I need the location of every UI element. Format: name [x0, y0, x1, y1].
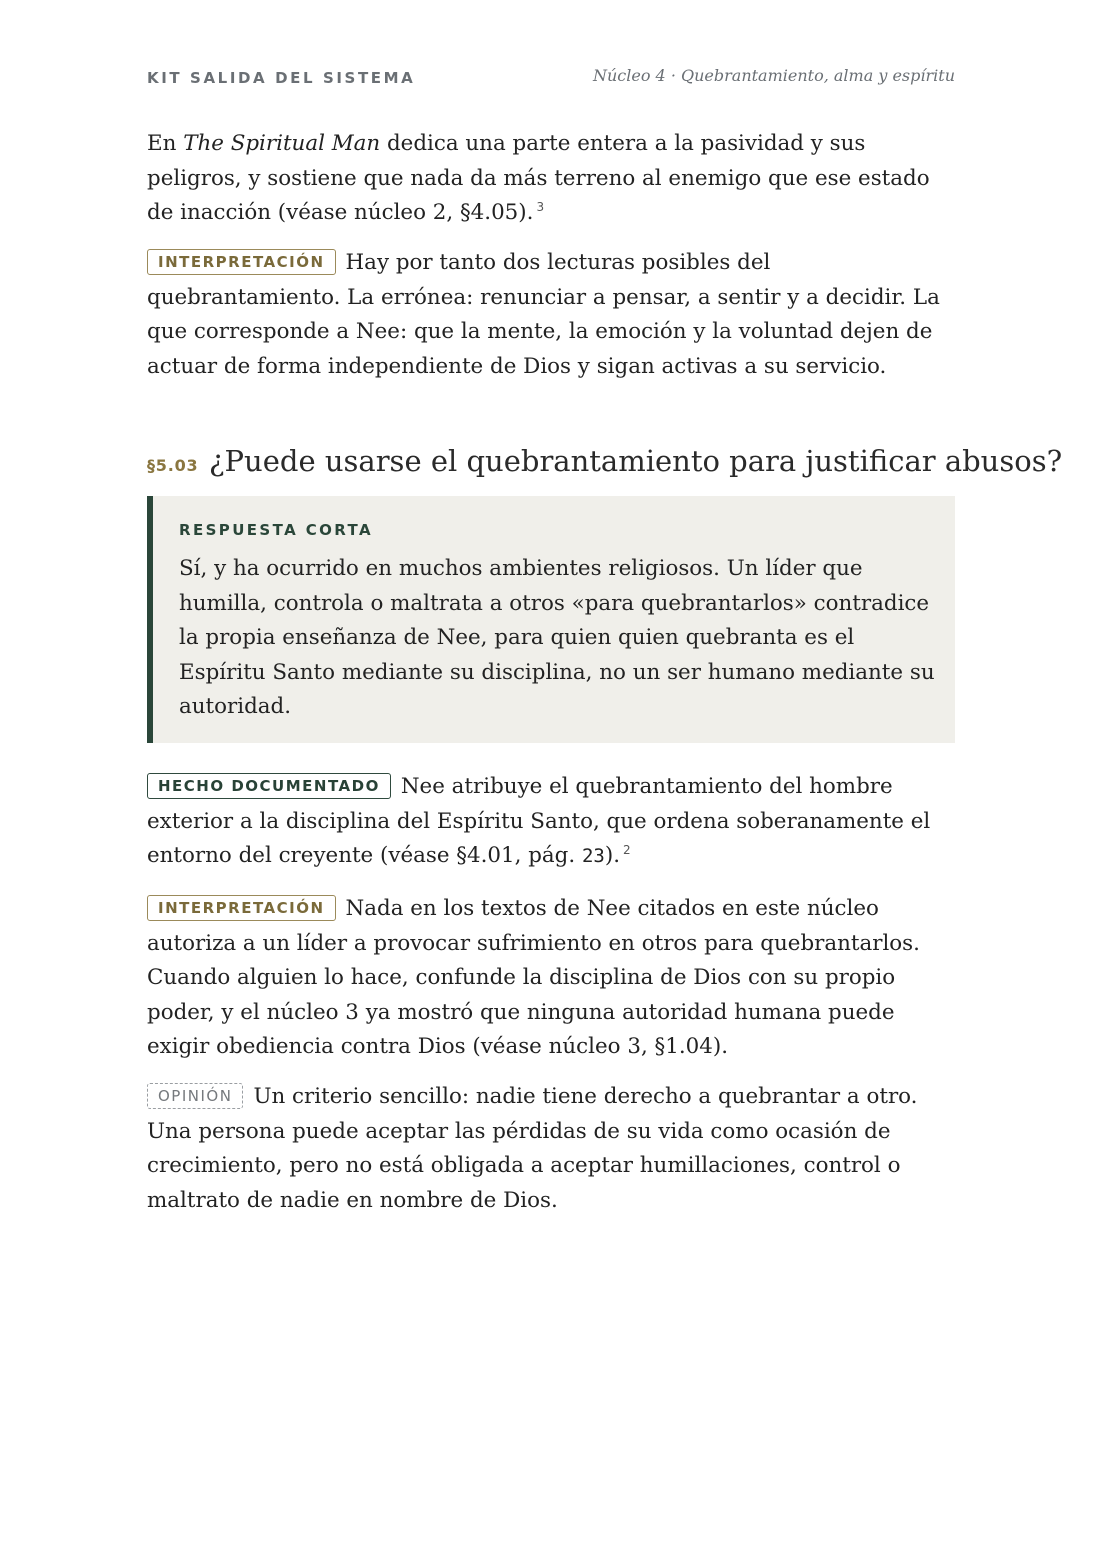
- book-title: The Spiritual Man: [183, 131, 381, 156]
- documented-fact-paragraph: [147, 770, 955, 874]
- intro-text-pre: En: [147, 131, 184, 156]
- section-title: ¿Puede usarse el quebrantamiento para justificar abusos?: [209, 444, 1063, 478]
- short-answer-text: Sí, y ha ocurrido en muchos ambientes religiosos. Un líder que humilla, controla o maltrata a otros «para quebrantarlos» contradice la propia enseñanza de Nee, para quien quien quebranta es el Espíritu Santo mediante su disciplina, no un ser humano mediante su autoridad.: [179, 556, 935, 720]
- intro-paragraph: [147, 127, 955, 231]
- documented-fact-text: Nee atribuye el quebrantamiento del hombre exterior a la disciplina del Espíritu Santo, que ordena soberanamente el entorno del creyente (véase §4.01, pág.: [147, 774, 931, 869]
- intro-text-post: dedica una parte entera a la pasividad y sus peligros, y sostiene que nada da más terreno al enemigo que ese estado de inacción (véase núcleo 2, §4.05).: [147, 131, 930, 226]
- interpretation-text: Hay por tanto dos lecturas posibles del quebrantamiento. La errónea: renunciar a pensar, a sentir y a decidir. La que corresponde a Nee: que la mente, la emoción y la voluntad dejen de actuar de forma independiente de Dios y sigan activas a su servicio.: [147, 250, 940, 379]
- interpretation-tag: INTERPRETACIÓN: [147, 249, 336, 275]
- opinion-text: Un criterio sencillo: nadie tiene derecho a quebrantar a otro. Una persona puede aceptar las pérdidas de su vida como ocasión de crecimiento, pero no está obligada a aceptar humillaciones, control o maltrato de nadie en nombre de Dios.: [147, 1084, 918, 1213]
- interpretation-tag: INTERPRETACIÓN: [147, 895, 336, 921]
- documented-fact-tag: HECHO DOCUMENTADO: [147, 773, 391, 799]
- opinion-paragraph: [147, 1080, 955, 1218]
- footnote-ref[interactable]: 3: [536, 200, 545, 215]
- opinion-tag: OPINIÓN: [147, 1083, 243, 1109]
- section-heading: [147, 444, 1063, 488]
- chapter-title: Núcleo 4 · Quebrantamiento, alma y espíritu: [592, 66, 955, 85]
- running-header: [147, 66, 955, 90]
- interpretation-text: Nada en los textos de Nee citados en este núcleo autoriza a un líder a provocar sufrimiento en otros para quebrantarlos. Cuando alguien lo hace, confunde la disciplina de Dios con su propio poder, y el núcleo 3 ya mostró que ninguna autoridad humana puede exigir obediencia contra Dios (véase núcleo 3, §1.04).: [147, 896, 920, 1060]
- short-answer-callout: [147, 496, 955, 743]
- interpretation-paragraph: [147, 892, 955, 1065]
- section-number: §5.03: [147, 456, 199, 475]
- footnote-ref[interactable]: 2: [623, 843, 631, 858]
- short-answer-label: RESPUESTA CORTA: [179, 521, 374, 539]
- documented-fact-close: ).: [604, 843, 621, 869]
- interpretation-paragraph: [147, 246, 955, 384]
- kit-title: KIT SALIDA DEL SISTEMA: [147, 69, 416, 87]
- page-reference[interactable]: 23: [581, 845, 605, 868]
